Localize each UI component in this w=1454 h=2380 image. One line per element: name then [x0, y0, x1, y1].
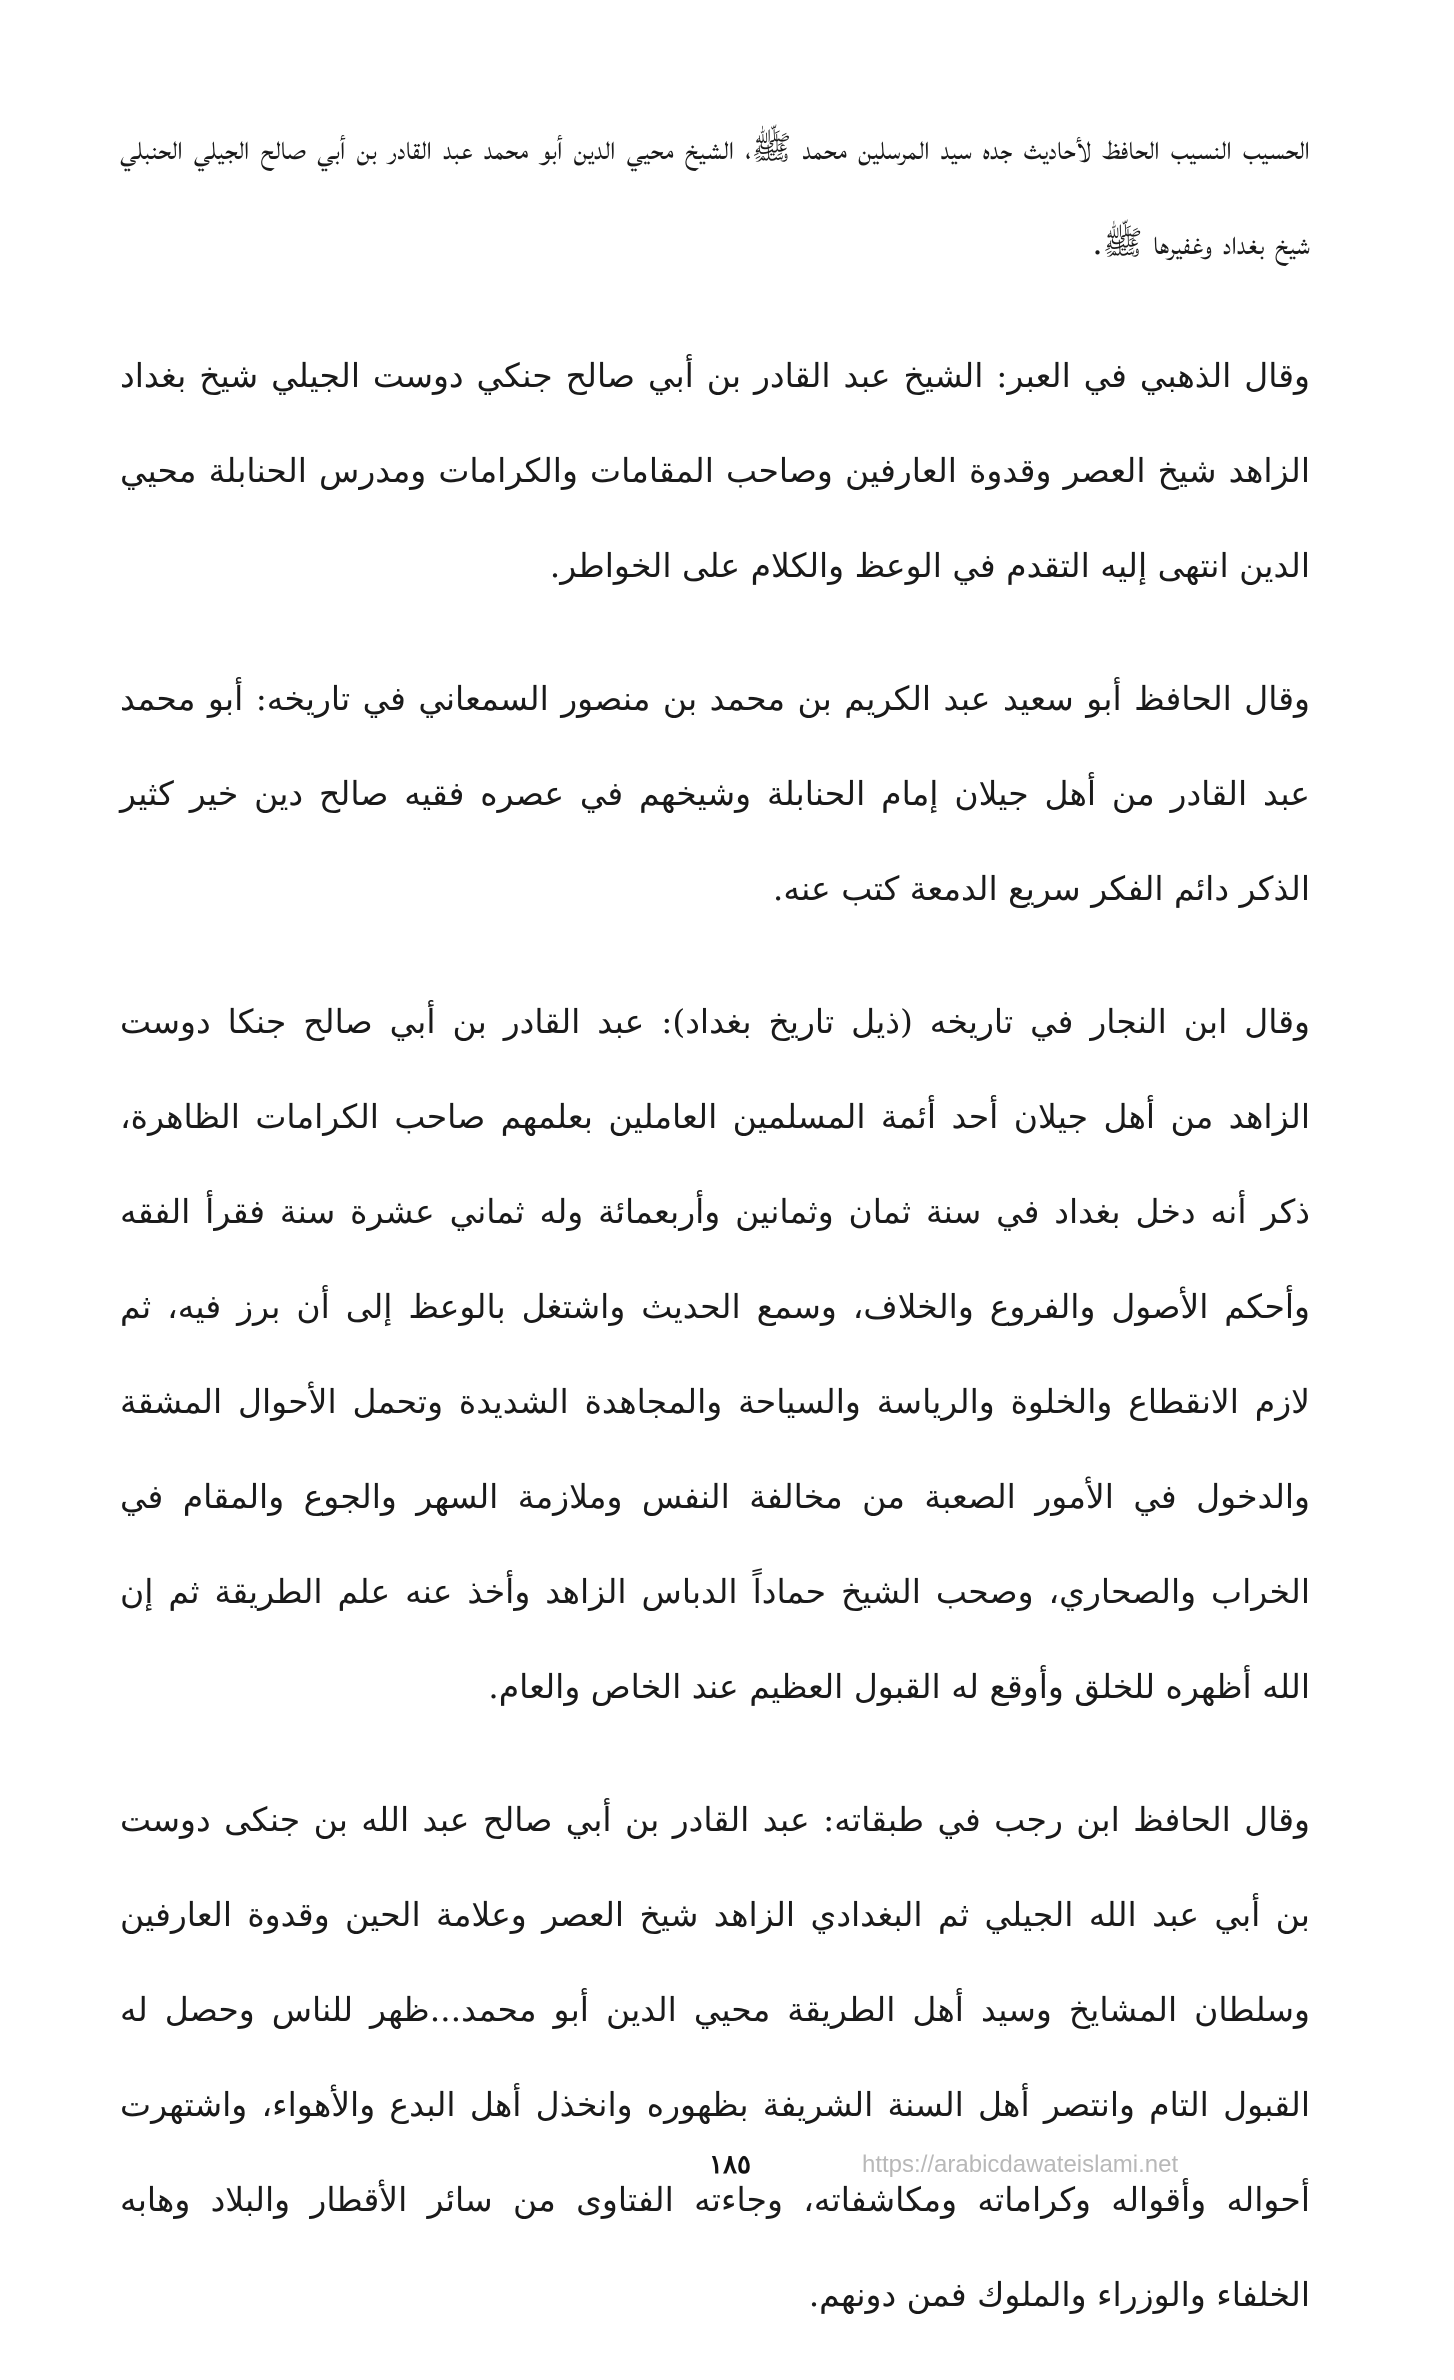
page-body — [120, 100, 1310, 2380]
paragraph-3: وقال الحافظ أبو سعيد عبد الكريم بن محمد بن منصور السمعاني في تاريخه: أبو محمد عبد القادر من أهل جيلان إمام الحنابلة وشيخهم في عصره فقيه صالح دين خير كثير الذكر دائم الفكر سريع الدمعة كتب عنه. — [120, 679, 1310, 908]
paragraph-2: وقال الذهبي في العبر: الشيخ عبد القادر بن أبي صالح جنكي دوست الجيلي شيخ بغداد الزاهد شيخ العصر وقدوة العارفين وصاحب المقامات والكرامات ومدرس الحنابلة محيي الدين انتهى إليه التقدم في الوعظ والكلام على الخواطر. — [120, 356, 1310, 585]
page-number: ١٨٥ — [709, 2150, 751, 2180]
watermark-url: https://arabicdawateislami.net — [862, 2151, 1179, 2178]
paragraph-4: وقال ابن النجار في تاريخه (ذيل تاريخ بغداد): عبد القادر بن أبي صالح جنكا دوست الزاهد من أهل جيلان أحد أئمة المسلمين العاملين بعلمهم صاحب الكرامات الظاهرة، ذكر أنه دخل بغداد في سنة ثمان وثمانين وأربعمائة وله ثماني عشرة سنة فقرأ الفقه وأحكم الأصول والفروع والخلاف، وسمع الحديث واشتغل بالوعظ إلى أن برز فيه، ثم لازم الانقطاع والخلوة والرياسة والسياحة والمجاهدة الشديدة وتحمل الأحوال المشقة والدخول في الأمور الصعبة من مخالفة النفس وملازمة السهر والجوع والمقام في الخراب والصحاري، وصحب الشيخ حماداً الدباس الزاهد وأخذ عنه علم الطريقة ثم إن الله أظهره للخلق وأوقع له القبول العظيم عند الخاص والعام. — [120, 1002, 1310, 1706]
paragraph-5: وقال الحافظ ابن رجب في طبقاته: عبد القادر بن أبي صالح عبد الله بن جنكى دوست بن أبي عبد الله الجيلي ثم البغدادي الزاهد شيخ العصر وعلامة الحين وقدوة العارفين وسلطان المشايخ وسيد أهل الطريقة محيي الدين أبو محمد...ظهر للناس وحصل له القبول التام وانتصر أهل السنة الشريفة بظهوره وانخذل أهل البدع والأهواء، واشتهرت أحواله وأقواله وكراماته ومكاشفاته، وجاءته الفتاوى من سائر الأقطار والبلاد وهابه الخلفاء والوزراء والملوك فمن دونهم. — [120, 1800, 1310, 2314]
page-footer — [0, 2150, 1454, 2180]
paragraph-1: الحسيب النسيب الحافظ لأحاديث جده سيد المرسلين محمد ﷺ، الشيخ محيي الدين أبو محمد عبد القادر بن أبي صالح الجيلي الحنبلي شيخ بغداد وغفيرها ﷺ. — [120, 128, 1310, 262]
